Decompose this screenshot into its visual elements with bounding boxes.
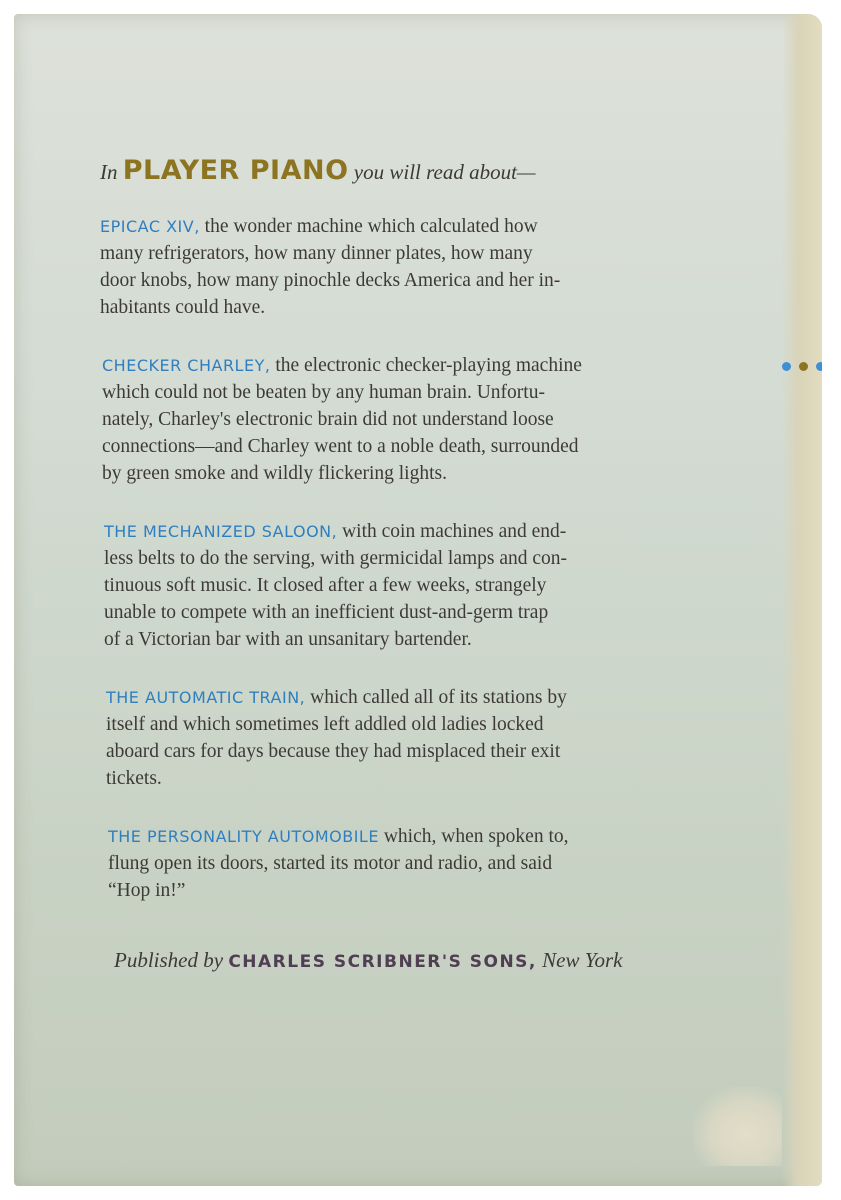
heading-suffix: you will read about— bbox=[353, 160, 536, 184]
entry-lead: EPICAC XIV, bbox=[100, 217, 200, 236]
entry-line: tinuous soft music. It closed after a few weeks, strangely bbox=[104, 575, 547, 596]
entry-lead: CHECKER CHARLEY, bbox=[102, 356, 271, 375]
entry-line: unable to compete with an inefficient dust-and-germ trap bbox=[104, 602, 549, 623]
entry-line: “Hop in!” bbox=[108, 880, 186, 901]
entry-line: by green smoke and wildly flickering lights. bbox=[102, 463, 447, 484]
heading-prefix: In bbox=[100, 160, 118, 184]
entry-line bbox=[104, 518, 700, 545]
entry-line: tickets. bbox=[106, 768, 162, 789]
entry-lead: THE PERSONALITY AUTOMOBILE bbox=[108, 827, 379, 846]
entry-mechanized-saloon bbox=[104, 518, 700, 653]
entry-text: which, when spoken to, bbox=[383, 826, 569, 847]
entry-line: door knobs, how many pinochle decks America and her in- bbox=[100, 270, 561, 291]
entry-lead: THE AUTOMATIC TRAIN, bbox=[106, 688, 306, 707]
entry-line: nately, Charley's electronic brain did not understand loose bbox=[102, 409, 554, 430]
cover-text bbox=[100, 154, 700, 973]
spine-dot-blue-2 bbox=[816, 362, 822, 371]
entry-line bbox=[108, 823, 700, 850]
corner-wear-stain bbox=[692, 1086, 782, 1166]
spine-edge bbox=[782, 14, 822, 1186]
entry-epicac bbox=[100, 213, 700, 321]
entry-line: itself and which sometimes left addled old ladies locked bbox=[106, 714, 544, 735]
publisher-prefix: Published by bbox=[114, 948, 224, 972]
book-back-cover bbox=[14, 14, 822, 1186]
entry-line: connections—and Charley went to a noble death, surrounded bbox=[102, 436, 579, 457]
entry-line: habitants could have. bbox=[100, 297, 266, 318]
entry-lead: THE MECHANIZED SALOON, bbox=[104, 522, 338, 541]
spine-dot-gold bbox=[799, 362, 808, 371]
entry-text: with coin machines and end- bbox=[342, 521, 567, 542]
spine-dot-blue bbox=[782, 362, 791, 371]
spine-dots bbox=[782, 362, 822, 371]
publisher-city: New York bbox=[542, 948, 623, 972]
entry-line: of a Victorian bar with an unsanitary bartender. bbox=[104, 629, 472, 650]
entry-line bbox=[100, 213, 700, 240]
entry-text: which called all of its stations by bbox=[310, 687, 567, 708]
entry-line bbox=[102, 352, 700, 379]
entry-personality-automobile bbox=[108, 823, 700, 904]
entry-line bbox=[106, 684, 700, 711]
entry-checker-charley bbox=[102, 352, 700, 487]
entry-automatic-train bbox=[106, 684, 700, 792]
heading bbox=[100, 154, 700, 189]
entry-line: many refrigerators, how many dinner plates, how many bbox=[100, 243, 533, 264]
publisher-name: CHARLES SCRIBNER'S SONS, bbox=[228, 952, 537, 972]
entry-line: less belts to do the serving, with germicidal lamps and con- bbox=[104, 548, 568, 569]
entry-text: the electronic checker-playing machine bbox=[275, 355, 582, 376]
publisher-line bbox=[114, 948, 700, 973]
entry-line: which could not be beaten by any human brain. Unfortu- bbox=[102, 382, 545, 403]
entry-line: aboard cars for days because they had misplaced their exit bbox=[106, 741, 561, 762]
entry-text: the wonder machine which calculated how bbox=[204, 216, 538, 237]
book-title: PLAYER PIANO bbox=[122, 155, 349, 186]
entry-line: flung open its doors, started its motor and radio, and said bbox=[108, 853, 553, 874]
